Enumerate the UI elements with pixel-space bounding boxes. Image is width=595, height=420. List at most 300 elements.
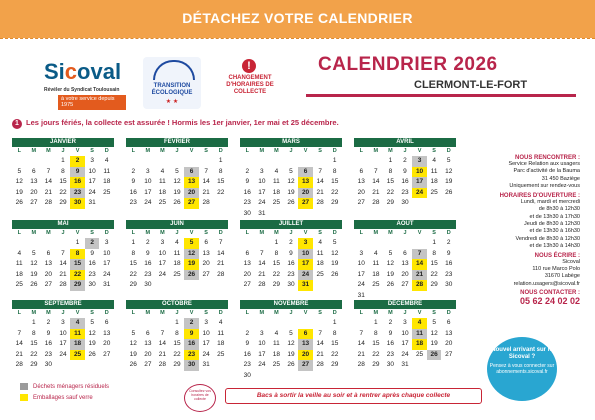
day-cell: 8 xyxy=(374,329,378,337)
day-cell: 2 xyxy=(131,167,136,175)
day-cell: 23 xyxy=(243,361,251,368)
day-cell: 13 xyxy=(243,260,251,267)
day-cell: 17 xyxy=(258,188,266,196)
empty-cell xyxy=(354,238,369,249)
day-cell: 25 xyxy=(430,188,438,196)
day-cell: 11 xyxy=(273,178,280,185)
day-cell: 6 xyxy=(298,167,313,178)
month-name: NOVEMBRE xyxy=(240,300,342,309)
day-cell: 10 xyxy=(59,329,67,337)
day-cell: 20 xyxy=(401,270,409,278)
city-name: CLERMONT-LE-FORT xyxy=(414,79,528,91)
weekday-label: M xyxy=(145,148,151,154)
day-cell: 15 xyxy=(217,178,225,185)
day-cell: 21 xyxy=(158,350,167,358)
day-cell: 15 xyxy=(386,178,395,185)
month-3 xyxy=(240,138,342,219)
day-cell: 24 xyxy=(401,350,409,358)
weekday-label: V xyxy=(417,230,422,236)
day-cell: 31 xyxy=(88,199,96,206)
title-divider xyxy=(306,94,576,97)
day-cell: 16 xyxy=(401,178,409,185)
empty-cell xyxy=(240,318,255,329)
legend-item-grey: Déchets ménagers résiduels xyxy=(20,382,109,393)
weekday-label: M xyxy=(373,148,379,154)
day-cell: 29 xyxy=(173,361,181,368)
day-cell: 30 xyxy=(287,281,295,288)
phone-number: 05 62 24 02 02 xyxy=(519,296,580,307)
empty-cell xyxy=(255,156,270,167)
day-cell: 27 xyxy=(144,361,152,368)
empty-cell xyxy=(298,156,313,167)
weekday-label: M xyxy=(274,310,279,316)
weekday-label: M xyxy=(46,310,51,316)
day-cell: 26 xyxy=(15,199,23,206)
weekday-label: S xyxy=(432,148,436,154)
day-cell: 30 xyxy=(144,281,152,288)
day-cell: 16 xyxy=(287,260,295,267)
day-cell: 18 xyxy=(173,260,181,267)
day-cell: 1 xyxy=(432,239,436,246)
day-cell: 24 xyxy=(88,188,96,196)
weekday-label: V xyxy=(417,310,422,316)
day-cell: 9 xyxy=(131,178,136,185)
weekday-label: M xyxy=(160,230,165,236)
weekday-label: V xyxy=(75,230,80,236)
collection-rule: Bacs à sortir la veille au soir et à rentrer après chaque collecte xyxy=(225,388,482,404)
empty-cell xyxy=(412,238,427,249)
day-cell: 10 xyxy=(258,340,266,347)
day-cell: 6 xyxy=(46,249,51,257)
weekday-label: S xyxy=(318,148,322,154)
day-cell: 22 xyxy=(430,270,438,278)
day-cell: 15 xyxy=(129,260,137,267)
day-cell: 29 xyxy=(430,281,438,288)
day-cell: 19 xyxy=(331,260,339,267)
day-cell: 24 xyxy=(144,199,152,206)
weekday-label: M xyxy=(160,310,165,316)
month-name: FÉVRIER xyxy=(126,138,228,147)
empty-cell xyxy=(27,156,42,167)
day-cell: 11 xyxy=(372,260,380,267)
day-cell: 26 xyxy=(331,270,339,278)
day-cell: 21 xyxy=(202,188,210,196)
day-cell: 9 xyxy=(245,178,250,185)
day-cell: 5 xyxy=(289,167,293,175)
day-cell: 5 xyxy=(289,329,293,337)
day-cell: 10 xyxy=(357,260,365,267)
day-cell: 21 xyxy=(316,188,324,196)
day-cell: 22 xyxy=(129,270,137,278)
day-cell: 10 xyxy=(103,249,111,257)
day-cell: 7 xyxy=(204,167,208,175)
day-cell: 21 xyxy=(217,260,225,267)
day-cell: 30 xyxy=(70,198,85,209)
day-cell: 4 xyxy=(70,318,85,329)
day-cell: 26 xyxy=(445,188,453,196)
empty-cell xyxy=(269,318,284,329)
day-cell: 17 xyxy=(412,177,427,188)
weekday-label: D xyxy=(446,148,451,154)
day-cell: 11 xyxy=(430,167,438,175)
hours-text: Lundi, mardi et mercredi de 8h30 à 12h30 et de 13h30 à 17h30 Jeudi de 8h30 à 12h30 et de 13h30 à 16h30 Vendredi de 8h30 à 12h30 et de 13h30 à 14h30 xyxy=(515,198,580,250)
day-cell: 29 xyxy=(129,281,137,288)
notice-text: CHANGEMENT D'HORAIRES DE COLLECTE xyxy=(226,75,274,95)
day-cell: 5 xyxy=(432,319,436,326)
weekday-label: M xyxy=(274,230,279,236)
day-cell: 15 xyxy=(331,178,339,185)
weekday-label: S xyxy=(318,230,322,236)
day-cell: 19 xyxy=(287,188,295,196)
day-cell: 18 xyxy=(430,178,438,185)
day-cell: 25 xyxy=(70,350,85,361)
day-cell: 6 xyxy=(359,167,364,175)
day-cell: 25 xyxy=(272,361,281,368)
day-cell: 23 xyxy=(44,350,53,358)
day-cell: 27 xyxy=(184,198,199,209)
meet-title: NOUS RENCONTRER : xyxy=(514,155,580,161)
month-name: SEPTEMBRE xyxy=(12,300,114,309)
day-cell: 16 xyxy=(243,188,251,196)
month-1 xyxy=(12,138,114,209)
day-cell: 8 xyxy=(61,167,65,175)
day-cell: 2 xyxy=(146,239,150,246)
day-cell: 8 xyxy=(175,329,179,337)
day-cell: 21 xyxy=(412,270,427,281)
day-cell: 21 xyxy=(357,350,365,358)
day-cell: 12 xyxy=(287,340,295,347)
empty-cell xyxy=(199,156,214,167)
day-cell: 23 xyxy=(243,199,251,206)
bubble-text: Pensez à vous connecter sur abonnements.sicoval.fr xyxy=(489,363,555,376)
empty-cell xyxy=(354,156,369,167)
day-cell: 30 xyxy=(386,361,395,368)
day-cell: 2 xyxy=(85,238,100,249)
day-cell: 20 xyxy=(144,350,152,358)
logo-wordmark: Sicoval xyxy=(44,59,122,84)
day-cell: 28 xyxy=(412,280,427,291)
day-cell: 5 xyxy=(184,238,199,249)
day-cell: 12 xyxy=(386,260,395,267)
day-cell: 10 xyxy=(412,167,427,178)
weekday-label: J xyxy=(175,148,179,154)
day-cell: 5 xyxy=(332,239,337,246)
day-cell: 28 xyxy=(59,281,67,288)
day-cell: 15 xyxy=(372,340,380,347)
weekday-label: L xyxy=(245,230,249,236)
day-cell: 12 xyxy=(15,178,23,185)
day-cell: 19 xyxy=(287,350,295,358)
legend-item-yellow: Emballages sauf verre xyxy=(20,393,109,404)
weekday-label: S xyxy=(204,148,208,154)
empty-cell xyxy=(141,318,156,329)
day-cell: 28 xyxy=(44,199,53,206)
weekday-label: V xyxy=(75,310,80,316)
write-title: NOUS ÉCRIRE : xyxy=(534,252,580,259)
day-cell: 16 xyxy=(445,260,453,267)
month-8 xyxy=(354,220,456,301)
day-cell: 14 xyxy=(158,340,167,347)
weekday-label: S xyxy=(90,230,94,236)
day-cell: 7 xyxy=(61,249,65,257)
weekday-label: D xyxy=(104,310,109,316)
day-cell: 18 xyxy=(272,188,281,196)
day-cell: 25 xyxy=(103,188,111,196)
sicoval-logo xyxy=(40,57,130,112)
weekday-label: D xyxy=(104,148,109,154)
weekday-label: M xyxy=(259,148,265,154)
weekday-label: S xyxy=(90,310,94,316)
day-cell: 11 xyxy=(159,178,166,185)
weekday-label: L xyxy=(359,148,363,154)
day-cell: 2 xyxy=(245,167,250,175)
day-cell: 14 xyxy=(412,259,427,270)
day-cell: 19 xyxy=(129,350,137,358)
empty-cell xyxy=(56,238,71,249)
day-cell: 22 xyxy=(59,188,67,196)
day-cell: 22 xyxy=(331,350,339,358)
day-cell: 27 xyxy=(44,281,53,288)
day-cell: 12 xyxy=(287,178,295,185)
day-cell: 21 xyxy=(258,270,266,278)
day-cell: 29 xyxy=(59,199,67,206)
day-cell: 13 xyxy=(298,339,313,350)
day-cell: 17 xyxy=(357,270,365,278)
month-9 xyxy=(12,300,114,371)
day-cell: 14 xyxy=(217,249,225,257)
top-banner xyxy=(0,0,595,38)
day-cell: 27 xyxy=(298,198,313,209)
day-cell: 6 xyxy=(104,319,109,326)
weekday-label: V xyxy=(189,148,194,154)
day-cell: 12 xyxy=(445,167,453,175)
day-cell: 17 xyxy=(158,260,167,267)
day-cell: 8 xyxy=(432,249,436,257)
day-cell: 3 xyxy=(260,167,264,175)
month-name: JANVIER xyxy=(12,138,114,147)
day-cell: 18 xyxy=(412,339,427,350)
day-cell: 17 xyxy=(103,260,111,267)
day-cell: 1 xyxy=(175,319,179,326)
weekday-label: V xyxy=(189,310,194,316)
day-cell: 10 xyxy=(298,249,313,260)
day-cell: 14 xyxy=(258,260,266,267)
weekday-label: M xyxy=(388,310,393,316)
day-cell: 26 xyxy=(30,281,38,288)
empty-cell xyxy=(12,156,27,167)
day-cell: 29 xyxy=(331,361,339,368)
day-cell: 5 xyxy=(446,157,451,164)
day-cell: 24 xyxy=(357,281,365,288)
day-cell: 3 xyxy=(260,329,264,337)
day-cell: 8 xyxy=(274,249,279,257)
weekday-label: S xyxy=(90,148,94,154)
empty-cell xyxy=(41,238,56,249)
weekday-label: M xyxy=(388,148,393,154)
cut-line xyxy=(0,38,595,39)
day-cell: 8 xyxy=(218,167,223,175)
day-cell: 24 xyxy=(412,188,427,199)
day-cell: 5 xyxy=(388,249,393,257)
month-5 xyxy=(12,220,114,291)
day-cell: 5 xyxy=(90,319,94,326)
day-cell: 28 xyxy=(158,361,167,368)
day-cell: 1 xyxy=(374,319,378,326)
day-cell: 11 xyxy=(316,249,324,257)
empty-cell xyxy=(126,156,141,167)
day-cell: 4 xyxy=(318,239,322,246)
weekday-label: M xyxy=(160,148,165,154)
flag-stars-icon: ★ ★ xyxy=(165,99,179,105)
day-cell: 30 xyxy=(88,281,96,288)
day-cell: 8 xyxy=(332,329,337,337)
empty-cell xyxy=(240,156,255,167)
day-cell: 24 xyxy=(258,199,266,206)
day-cell: 8 xyxy=(32,329,36,337)
empty-cell xyxy=(369,156,384,167)
day-cell: 4 xyxy=(17,249,22,257)
day-cell: 18 xyxy=(372,270,380,278)
empty-cell xyxy=(27,238,42,249)
day-cell: 10 xyxy=(158,249,167,257)
day-cell: 20 xyxy=(298,188,313,199)
day-cell: 26 xyxy=(287,361,295,368)
month-name: JUIN xyxy=(126,220,228,229)
day-cell: 12 xyxy=(129,340,137,347)
month-11 xyxy=(240,300,342,381)
month-2 xyxy=(126,138,228,209)
day-cell: 30 xyxy=(243,371,251,379)
day-cell: 23 xyxy=(88,270,96,278)
day-cell: 6 xyxy=(204,239,208,246)
day-cell: 29 xyxy=(331,199,339,206)
day-cell: 27 xyxy=(298,360,313,371)
day-cell: 25 xyxy=(372,281,380,288)
day-cell: 27 xyxy=(445,350,453,358)
sticker-badge: Consultez vos horaires de collecte xyxy=(184,384,216,412)
logo-badge: à votre service depuis 1975 xyxy=(58,95,126,110)
weekday-label: D xyxy=(446,310,451,316)
day-cell: 31 xyxy=(401,361,409,368)
day-cell: 7 xyxy=(374,167,378,175)
day-cell: 5 xyxy=(32,249,36,257)
weekday-label: J xyxy=(61,148,65,154)
day-cell: 26 xyxy=(386,281,395,288)
empty-cell xyxy=(255,238,270,249)
empty-cell xyxy=(141,156,156,167)
schedule-change-notice xyxy=(222,59,278,109)
transition-ecologique-logo xyxy=(143,57,201,109)
weekday-label: J xyxy=(289,148,293,154)
weekday-label: L xyxy=(359,310,363,316)
day-cell: 1 xyxy=(32,319,36,326)
day-cell: 17 xyxy=(258,350,266,358)
day-cell: 25 xyxy=(217,350,225,358)
day-cell: 17 xyxy=(59,340,67,347)
day-cell: 23 xyxy=(287,270,295,278)
day-cell: 2 xyxy=(289,239,293,246)
weekday-label: D xyxy=(446,230,451,236)
day-cell: 2 xyxy=(184,318,199,329)
day-cell: 17 xyxy=(88,178,96,185)
day-cell: 2 xyxy=(245,329,250,337)
day-cell: 24 xyxy=(103,270,111,278)
day-cell: 10 xyxy=(202,329,210,337)
day-cell: 29 xyxy=(386,199,395,206)
day-cell: 12 xyxy=(88,329,96,337)
weekday-label: J xyxy=(175,310,179,316)
day-cell: 20 xyxy=(357,188,365,196)
day-cell: 28 xyxy=(202,199,210,206)
logo-subtitle: Révéler du Syndicat Toulousain xyxy=(44,87,120,93)
day-cell: 17 xyxy=(202,340,210,347)
weekday-label: L xyxy=(131,230,135,236)
day-cell: 7 xyxy=(17,329,22,337)
day-cell: 29 xyxy=(30,361,38,368)
day-cell: 23 xyxy=(401,188,409,196)
contact-sidebar xyxy=(478,153,580,306)
empty-cell xyxy=(313,318,328,329)
day-cell: 20 xyxy=(298,350,313,361)
empty-cell xyxy=(284,318,299,329)
day-cell: 20 xyxy=(30,188,38,196)
day-cell: 13 xyxy=(103,329,111,337)
day-cell: 29 xyxy=(70,280,85,291)
day-cell: 16 xyxy=(184,339,199,350)
weekday-label: D xyxy=(218,310,223,316)
day-cell: 3 xyxy=(160,239,165,246)
day-cell: 9 xyxy=(70,167,85,178)
empty-cell xyxy=(269,156,284,167)
day-cell: 5 xyxy=(131,329,136,337)
banner-title: DÉTACHEZ VOTRE CALENDRIER xyxy=(182,10,413,26)
day-cell: 7 xyxy=(412,249,427,260)
weekday-label: J xyxy=(61,310,65,316)
day-cell: 4 xyxy=(160,167,165,175)
day-cell: 21 xyxy=(316,350,324,358)
day-cell: 23 xyxy=(184,350,199,361)
day-cell: 31 xyxy=(202,361,210,368)
month-4 xyxy=(354,138,456,209)
day-cell: 9 xyxy=(403,167,407,175)
weekday-label: M xyxy=(274,148,279,154)
day-cell: 28 xyxy=(316,199,324,206)
day-cell: 1 xyxy=(75,239,80,246)
day-cell: 1 xyxy=(274,239,279,246)
day-cell: 14 xyxy=(316,340,324,347)
weekday-label: V xyxy=(303,230,308,236)
day-cell: 31 xyxy=(103,281,111,288)
month-name: OCTOBRE xyxy=(126,300,228,309)
day-cell: 7 xyxy=(260,249,264,257)
weekday-label: V xyxy=(189,230,194,236)
day-cell: 2 xyxy=(46,319,51,326)
day-cell: 28 xyxy=(15,361,23,368)
globe-icon xyxy=(153,60,195,80)
write-text: Sicoval 110 rue Marco Polo 31670 Labège relation.usagers@sicoval.fr xyxy=(513,258,580,287)
day-cell: 9 xyxy=(46,329,51,337)
weekday-label: V xyxy=(303,310,308,316)
day-cell: 23 xyxy=(144,270,152,278)
weekday-label: D xyxy=(332,310,337,316)
day-cell: 9 xyxy=(245,340,250,347)
day-cell: 29 xyxy=(372,361,380,368)
day-cell: 4 xyxy=(374,249,378,257)
weekday-label: D xyxy=(218,230,223,236)
day-cell: 15 xyxy=(59,178,67,185)
note-marker-icon: 1 xyxy=(12,119,22,129)
empty-cell xyxy=(255,318,270,329)
